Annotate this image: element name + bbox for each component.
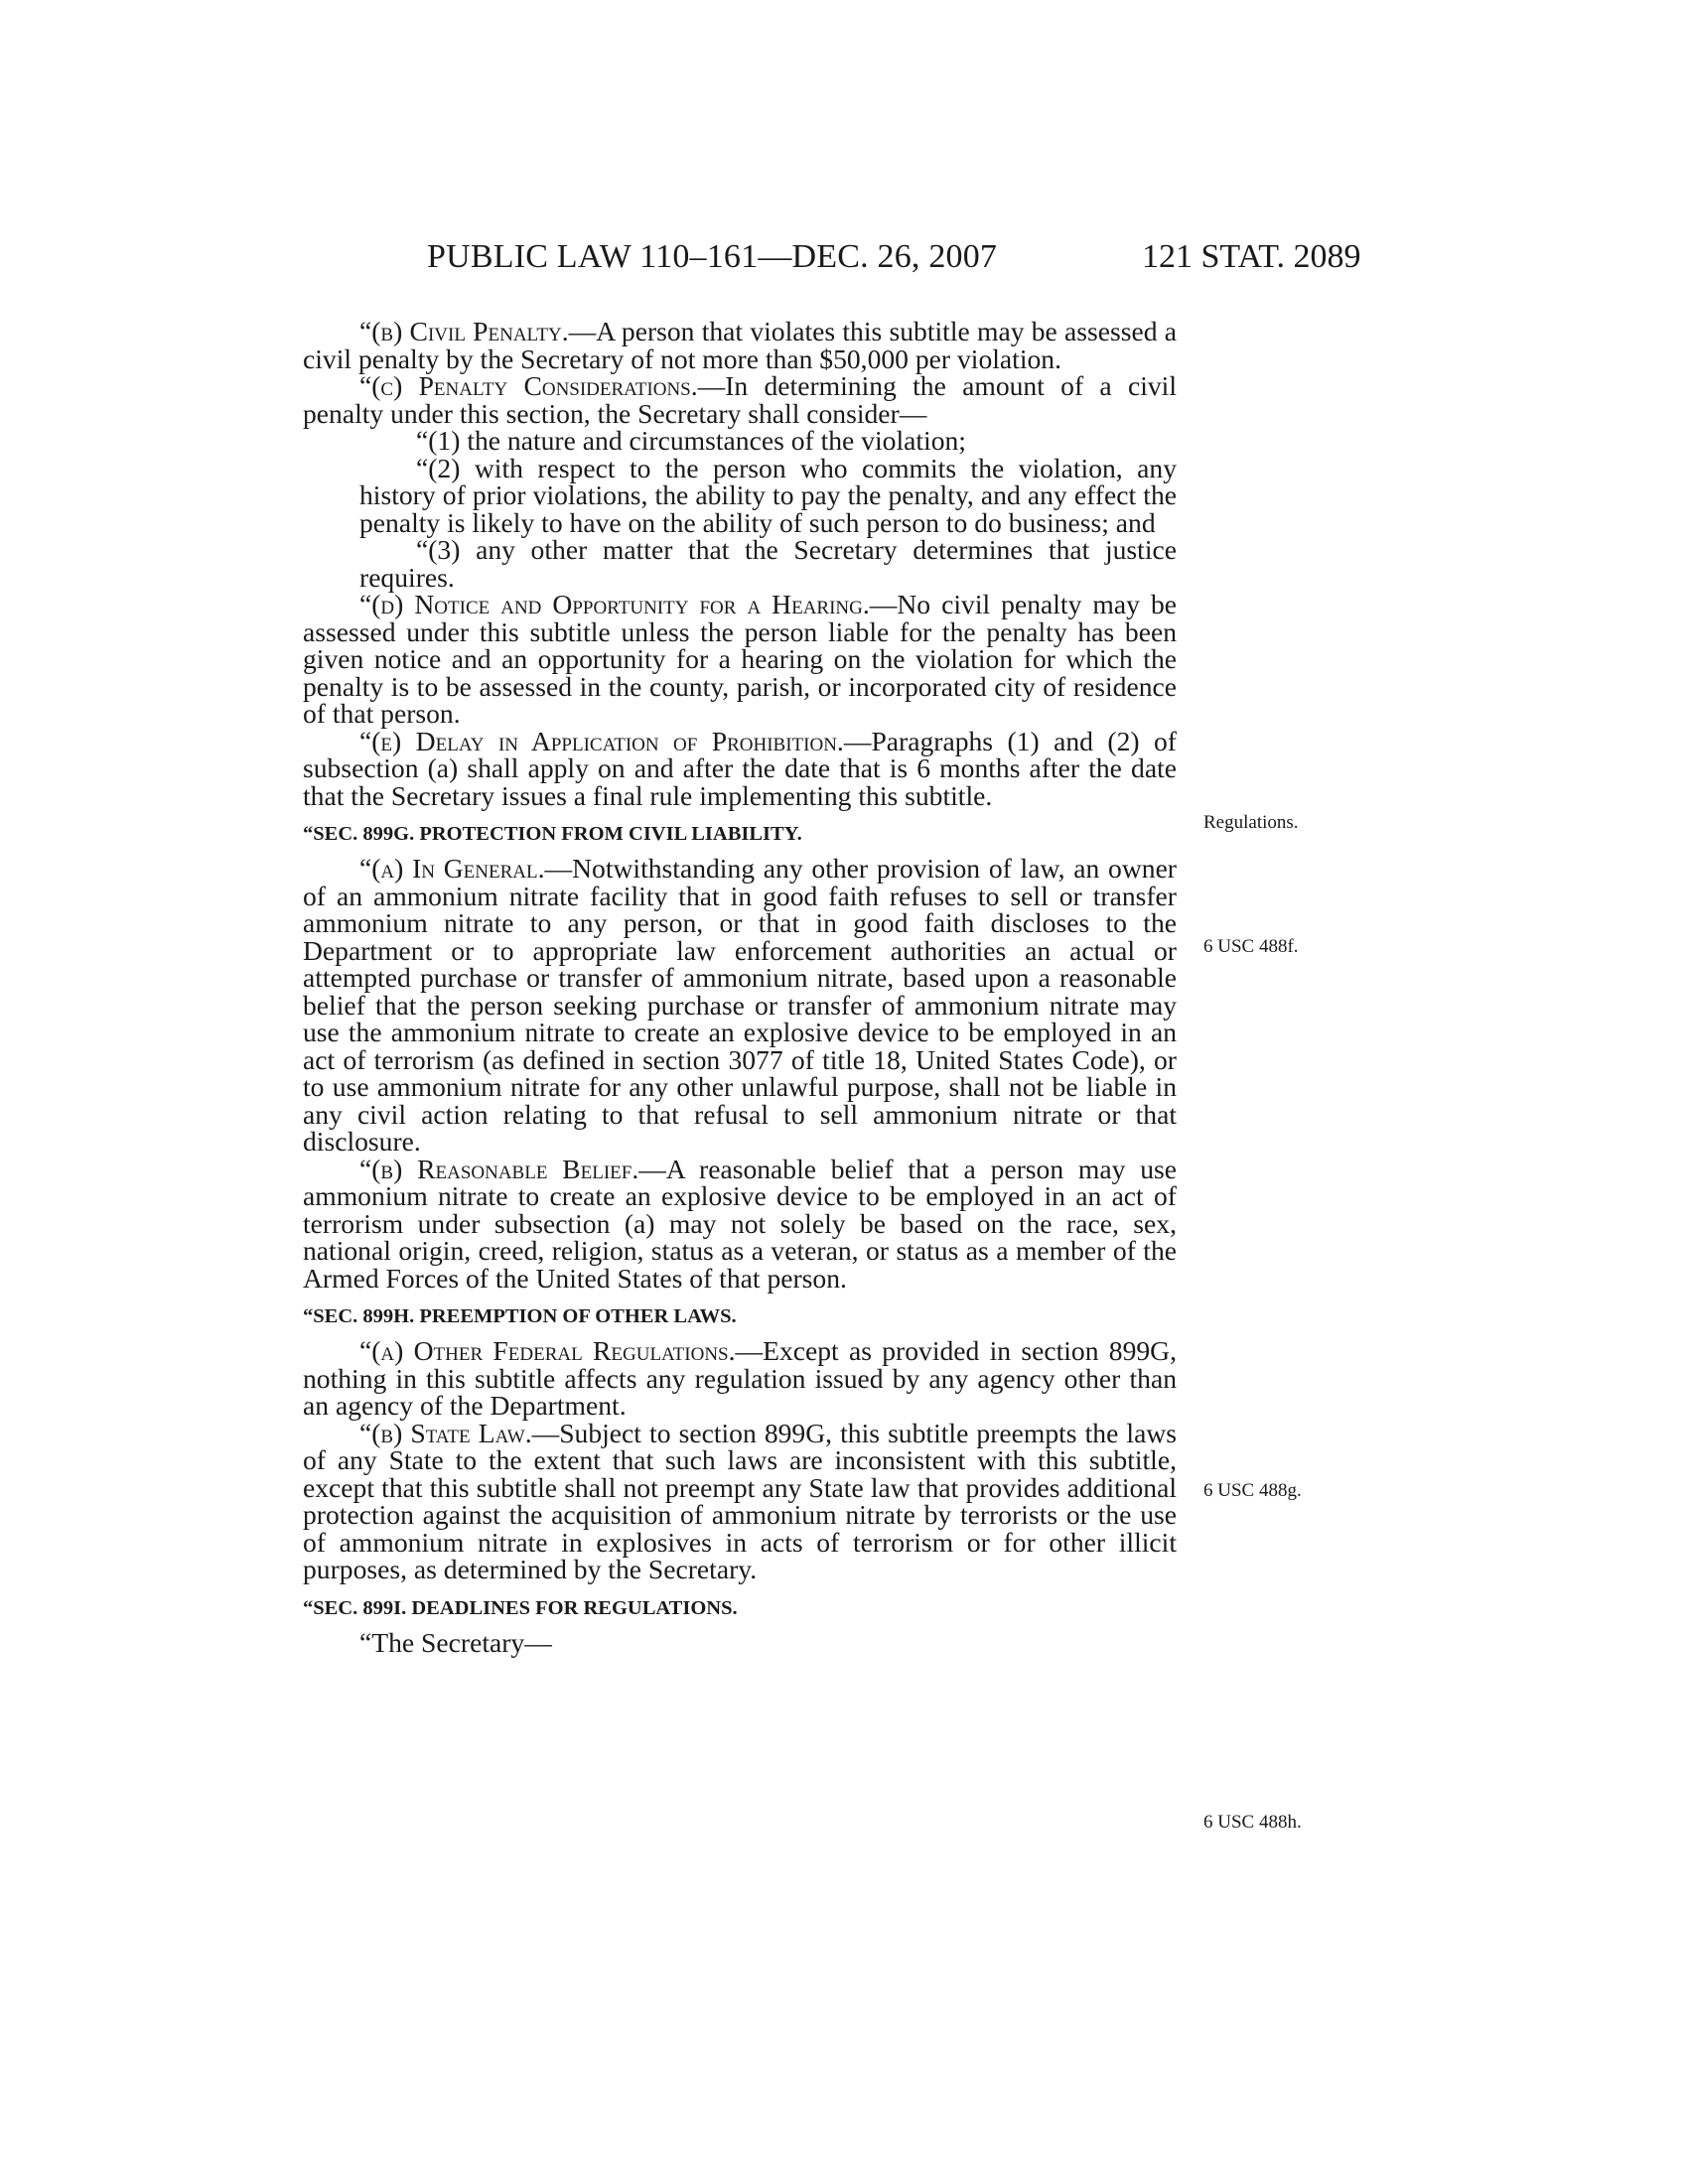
subsection-heading: “(a) In General.: [359, 853, 545, 884]
section-heading-899h: “SEC. 899H. PREEMPTION OF OTHER LAWS.: [303, 1305, 737, 1327]
running-header-title: PUBLIC LAW 110–161—DEC. 26, 2007: [427, 238, 998, 275]
subsection-heading: “(b) Reasonable Belief.: [359, 1153, 639, 1184]
subsection-text: —A reasonable belief that a person may use ammonium nitrate to create an explosive device to be employed in an act of terrorism under subsection (a) may not solely be based on the race, sex, national origin, creed, religion, status as a veteran, or status as a member of the Armed Forces of the United States of that person.: [303, 1153, 1177, 1294]
subsection-text: —No civil penalty may be assessed under this subtitle unless the person liable for the penalty has been given notice and an opportunity for a hearing on the violation for which the penalty is to be assessed in the county, parish, or incorporated city of residence of that person.: [303, 589, 1177, 729]
subsection-heading: “(a) Other Federal Regulations.: [359, 1335, 736, 1366]
subsection-e-delay: [303, 725, 1177, 811]
paragraph-c3: “(3) any other matter that the Secretary determines that justice requires.: [359, 534, 1177, 593]
subsection-c-penalty-considerations: [303, 372, 1177, 427]
subsection-b-civil-penalty: [303, 318, 1177, 372]
subsection-heading: “(b) Civil Penalty.: [359, 316, 569, 346]
margin-note-6-usc-488g: 6 USC 488g.: [1203, 1480, 1302, 1501]
statute-body: [303, 318, 1177, 1656]
subsection-text: —A person that violates this subtitle may be assessed a civil penalty by the Secretary of not more than $50,000 per violation.: [303, 316, 1177, 374]
margin-note-regulations: Regulations.: [1203, 812, 1299, 833]
section-heading-899i: “SEC. 899I. DEADLINES FOR REGULATIONS.: [303, 1596, 738, 1619]
subsection-text: —Notwithstanding any other provision of law, an owner of an ammonium nitrate facility that in good faith refuses to sell or transfer ammonium nitrate to any person, or that in good faith discloses to the Department or to appropriate law enforcement authorities an actual or attempted purchase or transfer of ammonium nitrate, based upon a reasonable belief that the person seeking purchase or transfer of ammonium nitrate may use the ammonium nitrate to create an explosive device to be employed in an act of terrorism (as defined in section 3077 of title 18, United States Code), or to use ammonium nitrate for any other unlawful purpose, shall not be liable in any civil action relating to that refusal to sell ammonium nitrate or that disclosure.: [303, 853, 1177, 1157]
section-899h-subsection-b: [303, 1417, 1177, 1584]
paragraph-c2: “(2) with respect to the person who commits the violation, any history of prior violations, the ability to pay the penalty, and any effect the penalty is likely to have on the ability of such person to do business; and: [359, 452, 1177, 538]
subsection-heading: “(b) State Law.: [359, 1417, 532, 1448]
subsection-text: —In determining the amount of a civil penalty under this section, the Secretary shall consider—: [303, 370, 1177, 429]
subsection-text: —Paragraphs (1) and (2) of subsection (a) shall apply on and after the date that is 6 months after the date that the Secretary issues a final rule implementing this subtitle.: [303, 725, 1177, 811]
running-header-page-number: 121 STAT. 2089: [1142, 238, 1361, 275]
margin-note-6-usc-488h: 6 USC 488h.: [1203, 1812, 1302, 1833]
section-899h-subsection-a: [303, 1337, 1177, 1420]
subsection-text: —Subject to section 899G, this subtitle preempts the laws of any State to the extent that such laws are inconsistent with this subtitle, except that this subtitle shall not preempt any State law that provides additional protection against the acquisition of ammonium nitrate by terrorists or the use of ammonium nitrate in explosives in acts of terrorism or for other illicit purposes, as determined by the Secretary.: [303, 1417, 1177, 1584]
subsection-text: —Except as provided in section 899G, nothing in this subtitle affects any regulation issued by any agency other than an agency of the Department.: [303, 1335, 1178, 1421]
paragraph-c1: “(1) the nature and circumstances of the violation;: [416, 425, 966, 456]
section-heading-899g: “SEC. 899G. PROTECTION FROM CIVIL LIABILITY.: [303, 823, 802, 845]
subsection-d-notice-hearing: [303, 591, 1177, 728]
margin-note-6-usc-488f: 6 USC 488f.: [1203, 936, 1299, 957]
subsection-heading: “(e) Delay in Application of Prohibition.: [359, 725, 844, 756]
subsection-heading: “(c) Penalty Considerations.: [359, 370, 698, 401]
section-899i-intro: “The Secretary—: [359, 1626, 552, 1658]
section-899g-subsection-b: [303, 1153, 1177, 1294]
section-899g-subsection-a: [303, 855, 1177, 1156]
subsection-heading: “(d) Notice and Opportunity for a Hearing.: [359, 589, 870, 619]
